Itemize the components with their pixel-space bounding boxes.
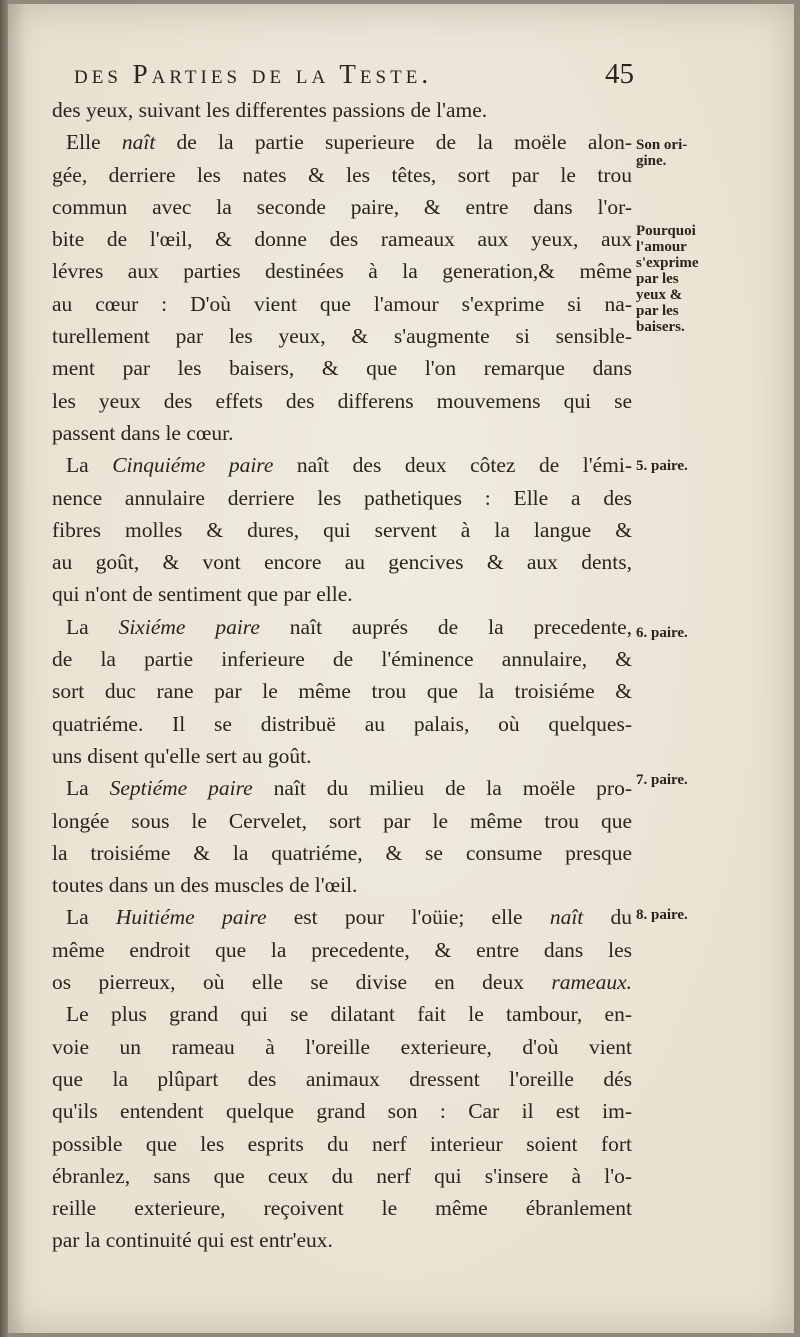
text-run: La xyxy=(66,453,113,478)
margin-note-paire-5 xyxy=(636,458,688,474)
text-line: les yeux des effets des differens mouvemens qui se xyxy=(52,388,632,413)
running-title: des Parties de la Teste. xyxy=(74,59,433,89)
margin-note-origin xyxy=(636,137,687,169)
margin-note-line: 5. paire. xyxy=(636,458,688,474)
margin-note-amour xyxy=(636,223,698,335)
text-line: au goût, & vont encore au gencives & aux dents, xyxy=(52,550,632,575)
text-line: turellement par les yeux, & s'augmente si sensible- xyxy=(52,324,632,349)
body-text xyxy=(52,94,632,1257)
italic-term: naît xyxy=(549,905,584,930)
text-line xyxy=(52,966,632,998)
margin-note-line: l'amour xyxy=(636,239,687,255)
text-line: sort duc rane par le même trou que la troisiéme & xyxy=(52,679,632,704)
margin-note-line: gine. xyxy=(636,153,667,169)
margin-note-line: Son ori- xyxy=(636,137,688,153)
text-line: bite de l'œil, & donne des rameaux aux yeux, aux xyxy=(52,227,632,252)
text-line: uns disent qu'elle sert au goût. xyxy=(52,743,312,768)
margin-note-paire-7 xyxy=(636,772,688,788)
text-run: Elle xyxy=(66,130,122,155)
italic-term: Huitiéme paire xyxy=(115,905,267,930)
text-run: os pierreux, où elle se divise en deux xyxy=(52,970,552,995)
text-line: fibres molles & dures, qui servent à la langue & xyxy=(52,517,632,542)
text-line: voie un rameau à l'oreille exterieure, d'où vient xyxy=(52,1034,632,1059)
text-line: passent dans le cœur. xyxy=(52,420,234,445)
text-run: La xyxy=(66,614,119,639)
text-line: reille exterieure, reçoivent le même ébranlement xyxy=(52,1196,632,1221)
text-run: La xyxy=(66,905,116,930)
text-line xyxy=(52,772,632,804)
text-line: toutes dans un des muscles de l'œil. xyxy=(52,873,358,898)
italic-term: naît xyxy=(121,130,156,155)
text-line: commun avec la seconde paire, & entre dans l'or- xyxy=(52,194,632,219)
text-line xyxy=(52,126,632,158)
margin-note-line: s'exprime xyxy=(636,255,699,271)
text-line: qu'ils entendent quelque grand son : Car il est im- xyxy=(52,1099,632,1124)
margin-note-line: Pourquoi xyxy=(636,223,696,239)
margin-note-line: par les xyxy=(636,271,679,287)
text-line: Le plus grand qui se dilatant fait le tambour, en- xyxy=(66,1002,632,1027)
text-line: que la plûpart des animaux dressent l'oreille dés xyxy=(52,1066,632,1091)
text-line: par la continuité qui est entr'eux. xyxy=(52,1228,333,1253)
text-line xyxy=(52,611,632,643)
italic-term: Septiéme paire xyxy=(109,776,253,801)
text-line: au cœur : D'où vient que l'amour s'exprime si na- xyxy=(52,291,632,316)
text-line: ébranlez, sans que ceux du nerf qui s'insere à l'o- xyxy=(52,1163,632,1188)
text-line xyxy=(52,449,632,481)
text-line: gée, derriere les nates & les têtes, sort par le trou xyxy=(52,162,632,187)
text-line xyxy=(52,901,632,933)
margin-note-line: baisers. xyxy=(636,319,685,335)
text-line: possible que les esprits du nerf interieur soient fort xyxy=(52,1131,632,1156)
page-number: 45 xyxy=(605,58,634,90)
text-line: ment par les baisers, & que l'on remarque dans xyxy=(52,356,632,381)
text-line: longée sous le Cervelet, sort par le même trou que xyxy=(52,808,632,833)
margin-note-line: 7. paire. xyxy=(636,772,688,788)
italic-term: Cinquiéme paire xyxy=(112,453,274,478)
text-line: lévres aux parties destinées à la generation,& même xyxy=(52,259,632,284)
text-line: nence annulaire derriere les pathetiques : Elle a des xyxy=(52,485,632,510)
margin-note-paire-6 xyxy=(636,625,688,641)
italic-term: rameaux. xyxy=(551,970,632,995)
margin-note-paire-8 xyxy=(636,907,688,923)
text-run: du xyxy=(583,905,632,930)
margin-note-line: par les xyxy=(636,303,679,319)
running-header xyxy=(74,58,634,91)
margin-note-line: 8. paire. xyxy=(636,907,688,923)
text-run: de la partie superieure de la moële alon- xyxy=(155,130,632,155)
text-run: est pour l'oüie; elle xyxy=(266,905,550,930)
text-line: la troisiéme & la quatriéme, & se consume presque xyxy=(52,840,632,865)
text-line: qui n'ont de sentiment que par elle. xyxy=(52,582,353,607)
text-run: naît auprés de la precedente, xyxy=(259,614,632,639)
margin-note-line: yeux & xyxy=(636,287,683,303)
text-line: des yeux, suivant les differentes passions de l'ame. xyxy=(52,98,488,122)
text-run: naît des deux côtez de l'émi- xyxy=(273,453,632,478)
text-line: même endroit que la precedente, & entre dans les xyxy=(52,937,632,962)
margin-note-line: 6. paire. xyxy=(636,625,688,641)
text-line: quatriéme. Il se distribuë au palais, où quelques- xyxy=(52,711,632,736)
italic-term: Sixiéme paire xyxy=(118,614,260,639)
text-run: naît du milieu de la moële pro- xyxy=(252,776,632,801)
text-run: La xyxy=(66,776,110,801)
text-line: de la partie inferieure de l'éminence annulaire, & xyxy=(52,647,632,672)
